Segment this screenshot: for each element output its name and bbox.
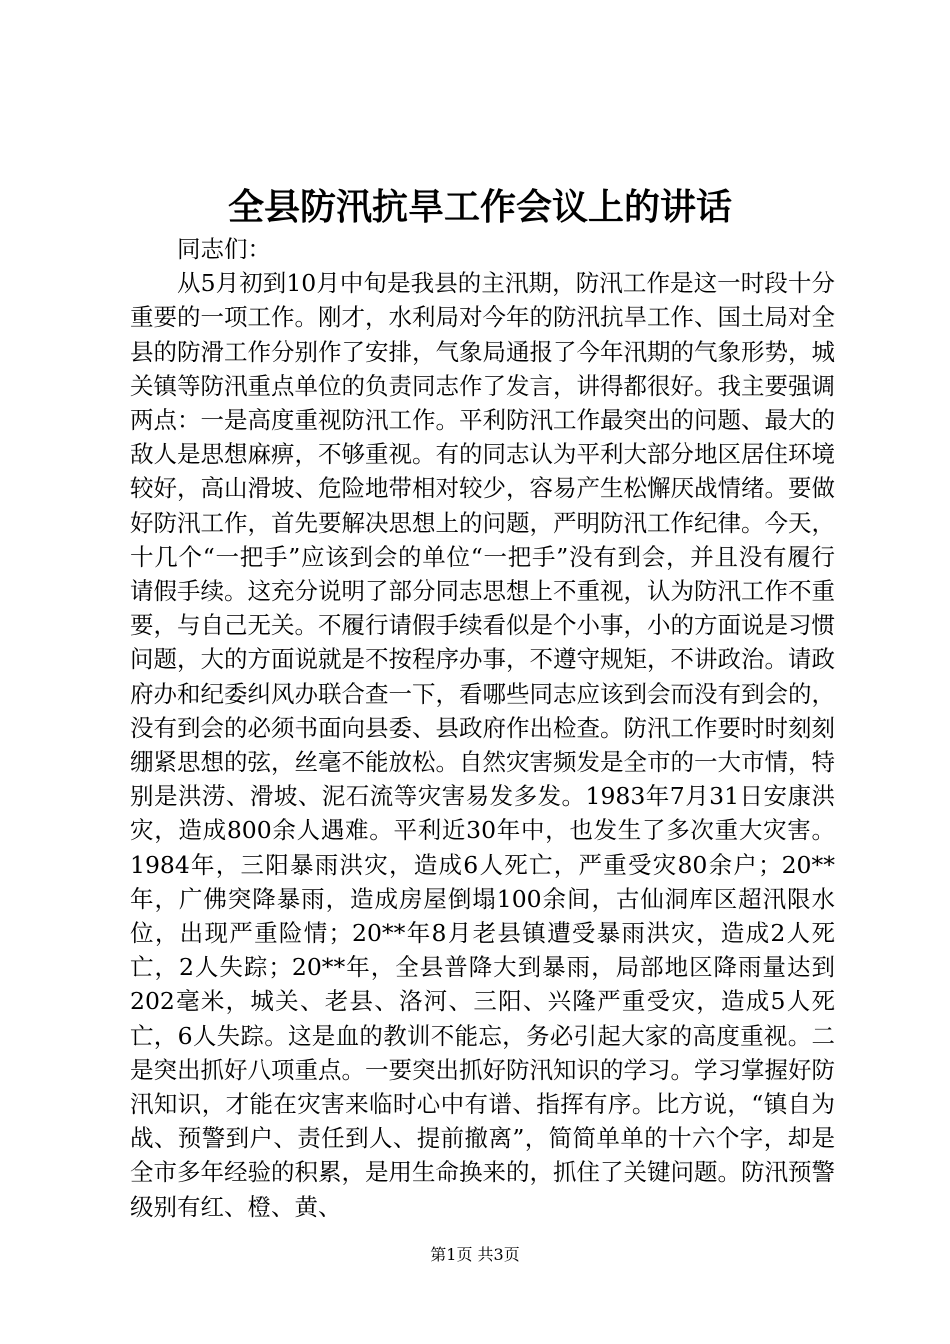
body-paragraph: 从5月初到10月中旬是我县的主汛期，防汛工作是这一时段十分重要的一项工作。刚才，水利局对今年的防汛抗旱工作、国土局对全县的防滑工作分别作了安排，气象局通报了今年汛期的气象形势，城关镇等防汛重点单位的负责同志作了发言，讲得都很好。我主要强调两点：一是高度重视防汛工作。平利防汛工作最突出的问题、最大的敌人是思想麻痹，不够重视。有的同志认为平利大部分地区居住环境较好，高山滑坡、危险地带相对较少，容易产生松懈厌战情绪。要做好防汛工作，首先要解决思想上的问题，严明防汛工作纪律。今天，十几个“一把手”应该到会的单位“一把手”没有到会，并且没有履行请假手续。这充分说明了部分同志思想上不重视，认为防汛工作不重要，与自己无关。不履行请假手续看似是个小事，小的方面说是习惯问题，大的方面说就是不按程序办事，不遵守规矩，不讲政治。请政府办和纪委纠风办联合查一下，看哪些同志应该到会而没有到会的，没有到会的必须书面向县委、县政府作出检查。防汛工作要时时刻刻绷紧思想的弦，丝毫不能放松。自然灾害频发是全市的一大市情，特别是洪涝、滑坡、泥石流等灾害易发多发。1983年7月31日安康洪灾，造成800余人遇难。平利近30年中，也发生了多次重大灾害。1984年，三阳暴雨洪灾，造成6人死亡，严重受灾80余户；20**年，广佛突降暴雨，造成房屋倒塌100余间，古仙洞库区超汛限水位，出现严重险情；20**年8月老县镇遭受暴雨洪灾，造成2人死亡，2人失踪；20**年，全县普降大到暴雨，局部地区降雨量达到202毫米，城关、老县、洛河、三阳、兴隆严重受灾，造成5人死亡，6人失踪。这是血的教训不能忘，务必引起大家的高度重视。二是突出抓好八项重点。一要突出抓好防汛知识的学习。学习掌握好防汛知识，才能在灾害来临时心中有谱、指挥有序。比方说，“镇自为战、预警到户、责任到人、提前撤离”，简简单单的十六个字，却是全市多年经验的积累，是用生命换来的，抓住了关键问题。防汛预警级别有红、橙、黄、 — [130, 269, 835, 1221]
salutation-paragraph: 同志们： — [177, 235, 271, 263]
document-title: 全县防汛抗旱工作会议上的讲话 — [227, 186, 732, 228]
page-number-footer: 第1页 共3页 — [430, 1245, 520, 1264]
document-body — [130, 232, 835, 1224]
